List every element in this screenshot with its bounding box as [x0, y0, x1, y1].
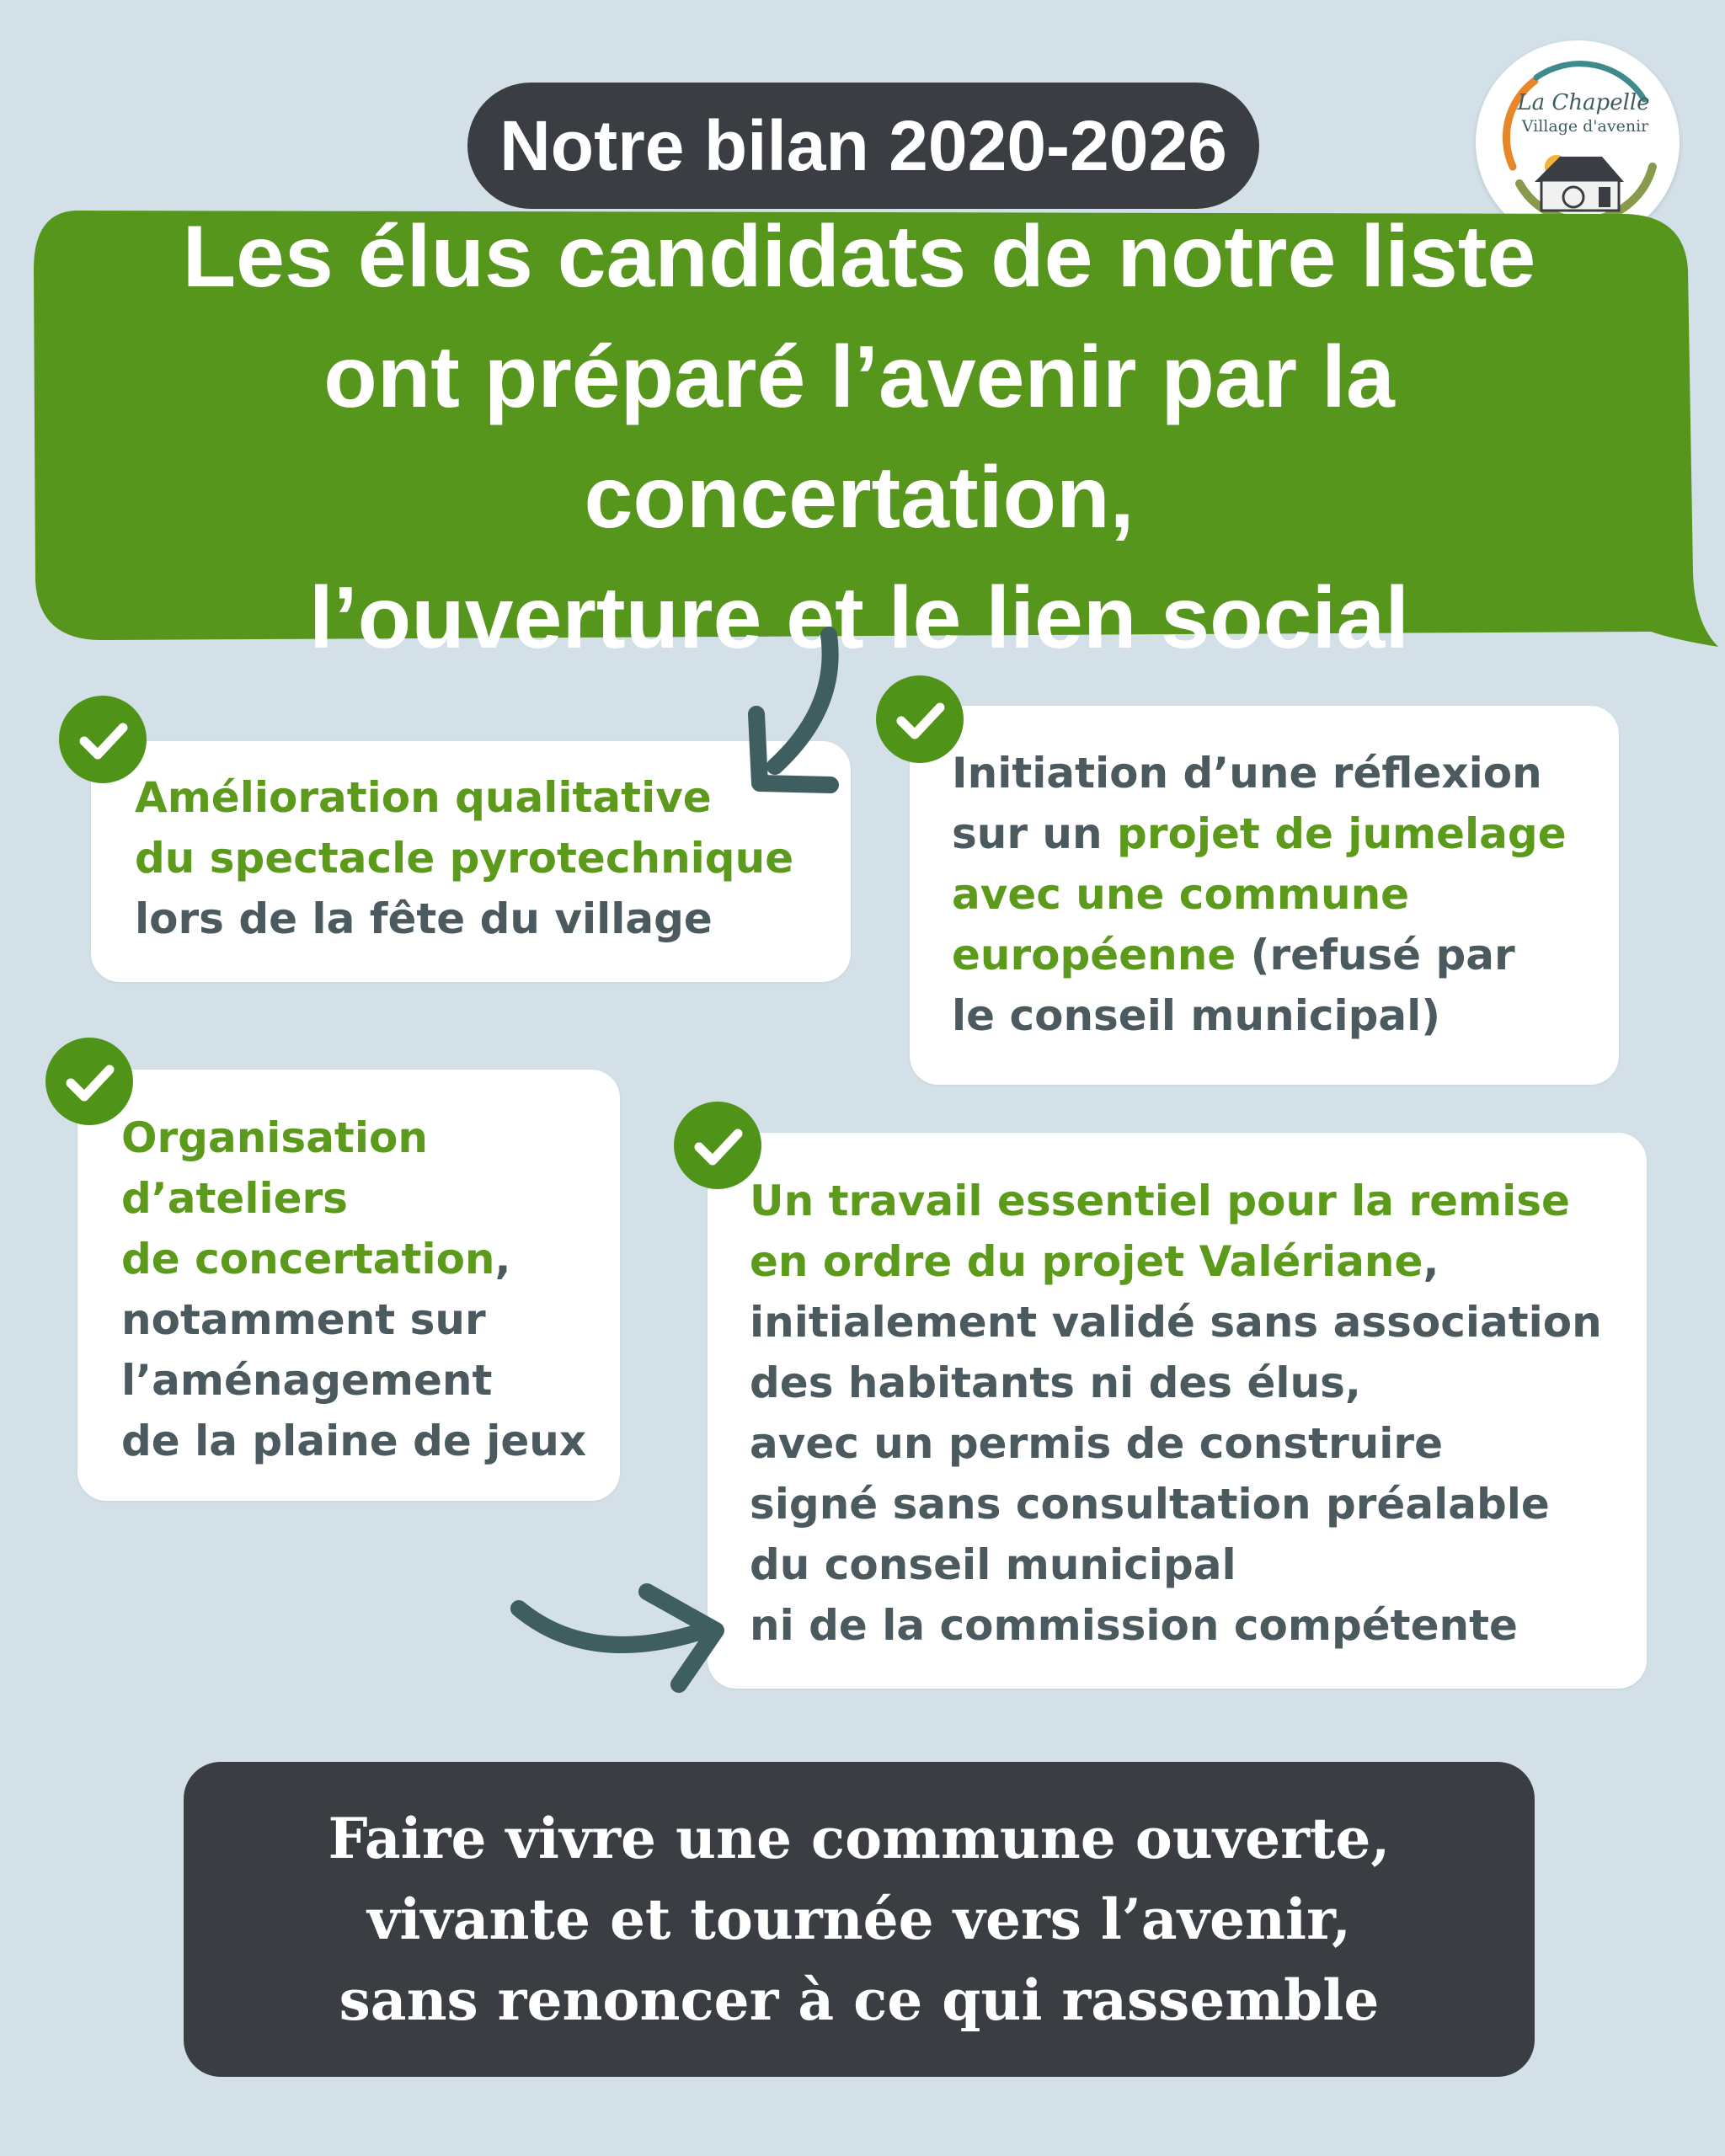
title-pill-text: Notre bilan 2020-2026: [499, 105, 1227, 185]
card-line: [952, 743, 1567, 803]
card-line: [952, 864, 1567, 925]
logo-line1: La Chapelle: [1517, 90, 1650, 115]
body-text: de la plaine de jeux: [121, 1417, 587, 1465]
highlight-text: projet de jumelage: [1117, 809, 1567, 858]
card-line: [750, 1474, 1602, 1534]
check-circle-icon: [674, 1102, 761, 1189]
body-text: avec un permis de construire: [750, 1419, 1443, 1468]
check-circle-icon: [45, 1038, 133, 1125]
footer-line: vivante et tournée vers l’avenir,: [366, 1886, 1352, 1952]
check-circle-icon: [59, 696, 147, 783]
footer-line: sans renoncer à ce qui rassemble: [339, 1967, 1380, 2033]
card-line: [121, 1350, 586, 1411]
curved-arrow-icon: [505, 1575, 741, 1701]
footer-line: Faire vivre une commune ouverte,: [328, 1806, 1391, 1871]
card-line: [135, 767, 793, 828]
banner-line: ont préparé l’avenir par la concertation,: [323, 328, 1395, 547]
body-text: lors de la fête du village: [135, 894, 713, 943]
body-text: initialement validé sans association: [750, 1298, 1602, 1347]
highlight-text: en ordre du projet Valériane: [750, 1237, 1423, 1286]
card-line: [121, 1107, 586, 1168]
body-text: (refusé par: [1236, 931, 1515, 979]
card-line: [121, 1289, 586, 1350]
body-text: ,: [1423, 1237, 1439, 1286]
card-line: [750, 1413, 1602, 1474]
card-valeriane-text: [750, 1171, 1602, 1656]
card-line: [750, 1534, 1602, 1595]
check-circle-icon: [876, 675, 964, 763]
body-text: le conseil municipal): [952, 991, 1441, 1040]
body-text: sur un: [952, 809, 1118, 858]
banner-line: l’ouverture et le lien social: [308, 569, 1410, 667]
card-line: [952, 985, 1567, 1046]
card-line: [750, 1595, 1602, 1656]
body-text: des habitants ni des élus,: [750, 1358, 1361, 1407]
card-ateliers-text: [121, 1107, 586, 1471]
highlight-text: Un travail essentiel pour la remise: [750, 1177, 1570, 1225]
card-jumelage-text: [952, 743, 1567, 1046]
card-line: [135, 828, 793, 889]
logo-line2: Village d'avenir: [1521, 117, 1649, 136]
highlight-text: de concertation: [121, 1235, 495, 1283]
body-text: ni de la commission compétente: [750, 1601, 1518, 1650]
card-line: [750, 1353, 1602, 1413]
footer-text: [184, 1762, 1535, 2077]
highlight-text: Amélioration qualitative: [135, 773, 712, 822]
highlight-text: Organisation: [121, 1113, 428, 1162]
card-line: [750, 1231, 1602, 1292]
highlight-text: du spectacle pyrotechnique: [135, 834, 794, 883]
body-text: signé sans consultation préalable: [750, 1480, 1550, 1529]
body-text: notamment sur: [121, 1295, 486, 1344]
body-text: Initiation d’une réflexion: [952, 749, 1542, 798]
banner-text: [51, 208, 1668, 667]
card-line: [135, 889, 793, 949]
banner-line: Les élus candidats de notre liste: [182, 208, 1536, 306]
highlight-text: d’ateliers: [121, 1174, 348, 1223]
title-pill: [467, 83, 1259, 209]
card-line: [121, 1229, 586, 1289]
highlight-text: avec une commune: [952, 870, 1410, 919]
body-text: du conseil municipal: [750, 1540, 1236, 1589]
card-line: [952, 925, 1567, 985]
curved-arrow-icon: [741, 623, 859, 817]
card-pyrotechnie-text: [135, 767, 793, 949]
card-line: [750, 1292, 1602, 1353]
card-line: [952, 803, 1567, 864]
card-line: [121, 1411, 586, 1471]
body-text: ,: [494, 1235, 511, 1283]
card-line: [121, 1168, 586, 1229]
body-text: l’aménagement: [121, 1356, 493, 1405]
highlight-text: européenne: [952, 931, 1236, 979]
card-line: [750, 1171, 1602, 1231]
